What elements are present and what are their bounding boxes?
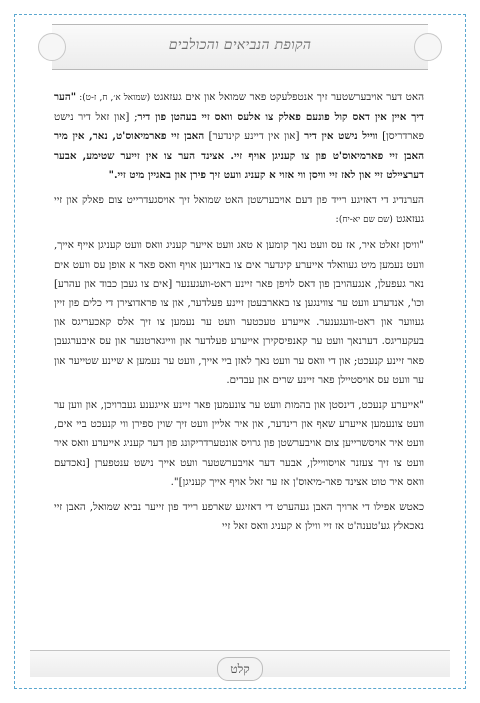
text-run: "וויסן זאלט איר, אז עס וועט נאך קומען א טאג וועט אייער קעניג וואס וועט קעניגן אייף אייך, וועט נעמען מיט געוואלד אייערע קינדער אים צו באדינען אויף וואס פאר א אופן עס וועט אים נאר געפעלן, אנגעהויבן פון דאס לויפן פאר זיינע ראט-וועגענער [אים צו געבן כבוד און עהרע] וכו', אנדערע וועט ער צווינגען צו באארבעטן זיינע פעלדער, און צו פראדוצירן די כלים פון זיין געווער און ראט-וועגענער. אייערע טעכטער וועט ער נעמען צו זיך אלס קאכעריגס און בעקעריגס. דערנאך וועט ער קאנפיסקירן אייערע פעלדער און ווייגארטנער און עס איבערגעבן פאר זיינע קנעכט; און די וואס ער וועט נאך לאזן ביי אייך, וועט ער נעמען א שיינע שטייער און ער וועט עס אויסטיילן פאר זיינע שרים און עבדים. [54, 239, 424, 386]
bracket-note: [און אין דיינע קינדער] [204, 130, 300, 143]
quote-text: "הער דיך איין אין דאס קול פונעם פאלק צו אלעס וואס זיי בעהטן פון דיר [54, 91, 424, 124]
source-reference: (שם שם יא-יח) [338, 215, 393, 226]
paragraph [54, 191, 424, 230]
page-number: קלט [217, 657, 263, 681]
text-run: "אייערע קנעכט, דינסטן און בהמות וועט ער צונעמען פאר זיינע אייגענע געברויכן, און ווען ער וועט צונעמען אייערע שאף און רינדער, און איר אליין וועט זיך שוין ספירן ווי קנעכט ביי אים, וועט איר אויסשרייען צום אויבערשטן פון גרויס אונטערדריקונג פון דער קעניג אייערע וואס איר וועט צו זיך צעזנר אויסוויילן, אבער דער אויבערשטער וועט אייך נישט ענטפערן [נאכדעם וואס איר טוט אצינד פאר-מיאוס'ן אז ער זאל אויף אייך קעניגן]". [54, 399, 424, 488]
book-title: הקופת הנביאים והכולבים [168, 37, 312, 53]
text-run: האט דער אויבערשטער זיך אנטפלעקט פאר שמואל און אים געזאגט [150, 91, 424, 103]
bracket-note: ; [און זאל דיר נישט פארדריסן] [54, 111, 424, 143]
page-body [54, 88, 424, 542]
page-header [52, 24, 428, 70]
paragraph [54, 88, 424, 185]
text-run: : [335, 213, 339, 226]
quote-text: האבן זיי פארמיאוס'ט, נאר, אין מיר האבן זיי פארמיאוס'ט פון צו קעניגן אויף זיי. אצינד הער צו אין זייער שטימע, אבער דערציילט זיי און לאז זיי וויסן ווי אזוי א קעניג וועט זיך פירן און באגיין מיט זיי." [54, 130, 424, 181]
quoted-block [54, 396, 424, 492]
quoted-block [54, 236, 424, 390]
text-run: כאטש אפילו די ארויך האבן געהערט די דאזיגע שארפע רייד פון זייער נביא שמואל, האבן זיי נאכאלץ גע'טענה'ט אז זיי ווילן א קעניג וואס זאל זיי [54, 501, 424, 533]
paragraph [54, 498, 424, 536]
page-footer [30, 650, 450, 677]
source-reference: (שמואל א׳, ח, ז-ט): [76, 93, 151, 103]
text-run: הערנדיג די דאזיגע רייד פון דעם אויבערשטן האט שמואל זיך אויסגעדרייט צום פאלק און זיי געזאגט [54, 194, 424, 226]
quote-text: ווייל נישט אין דיר [299, 130, 378, 143]
